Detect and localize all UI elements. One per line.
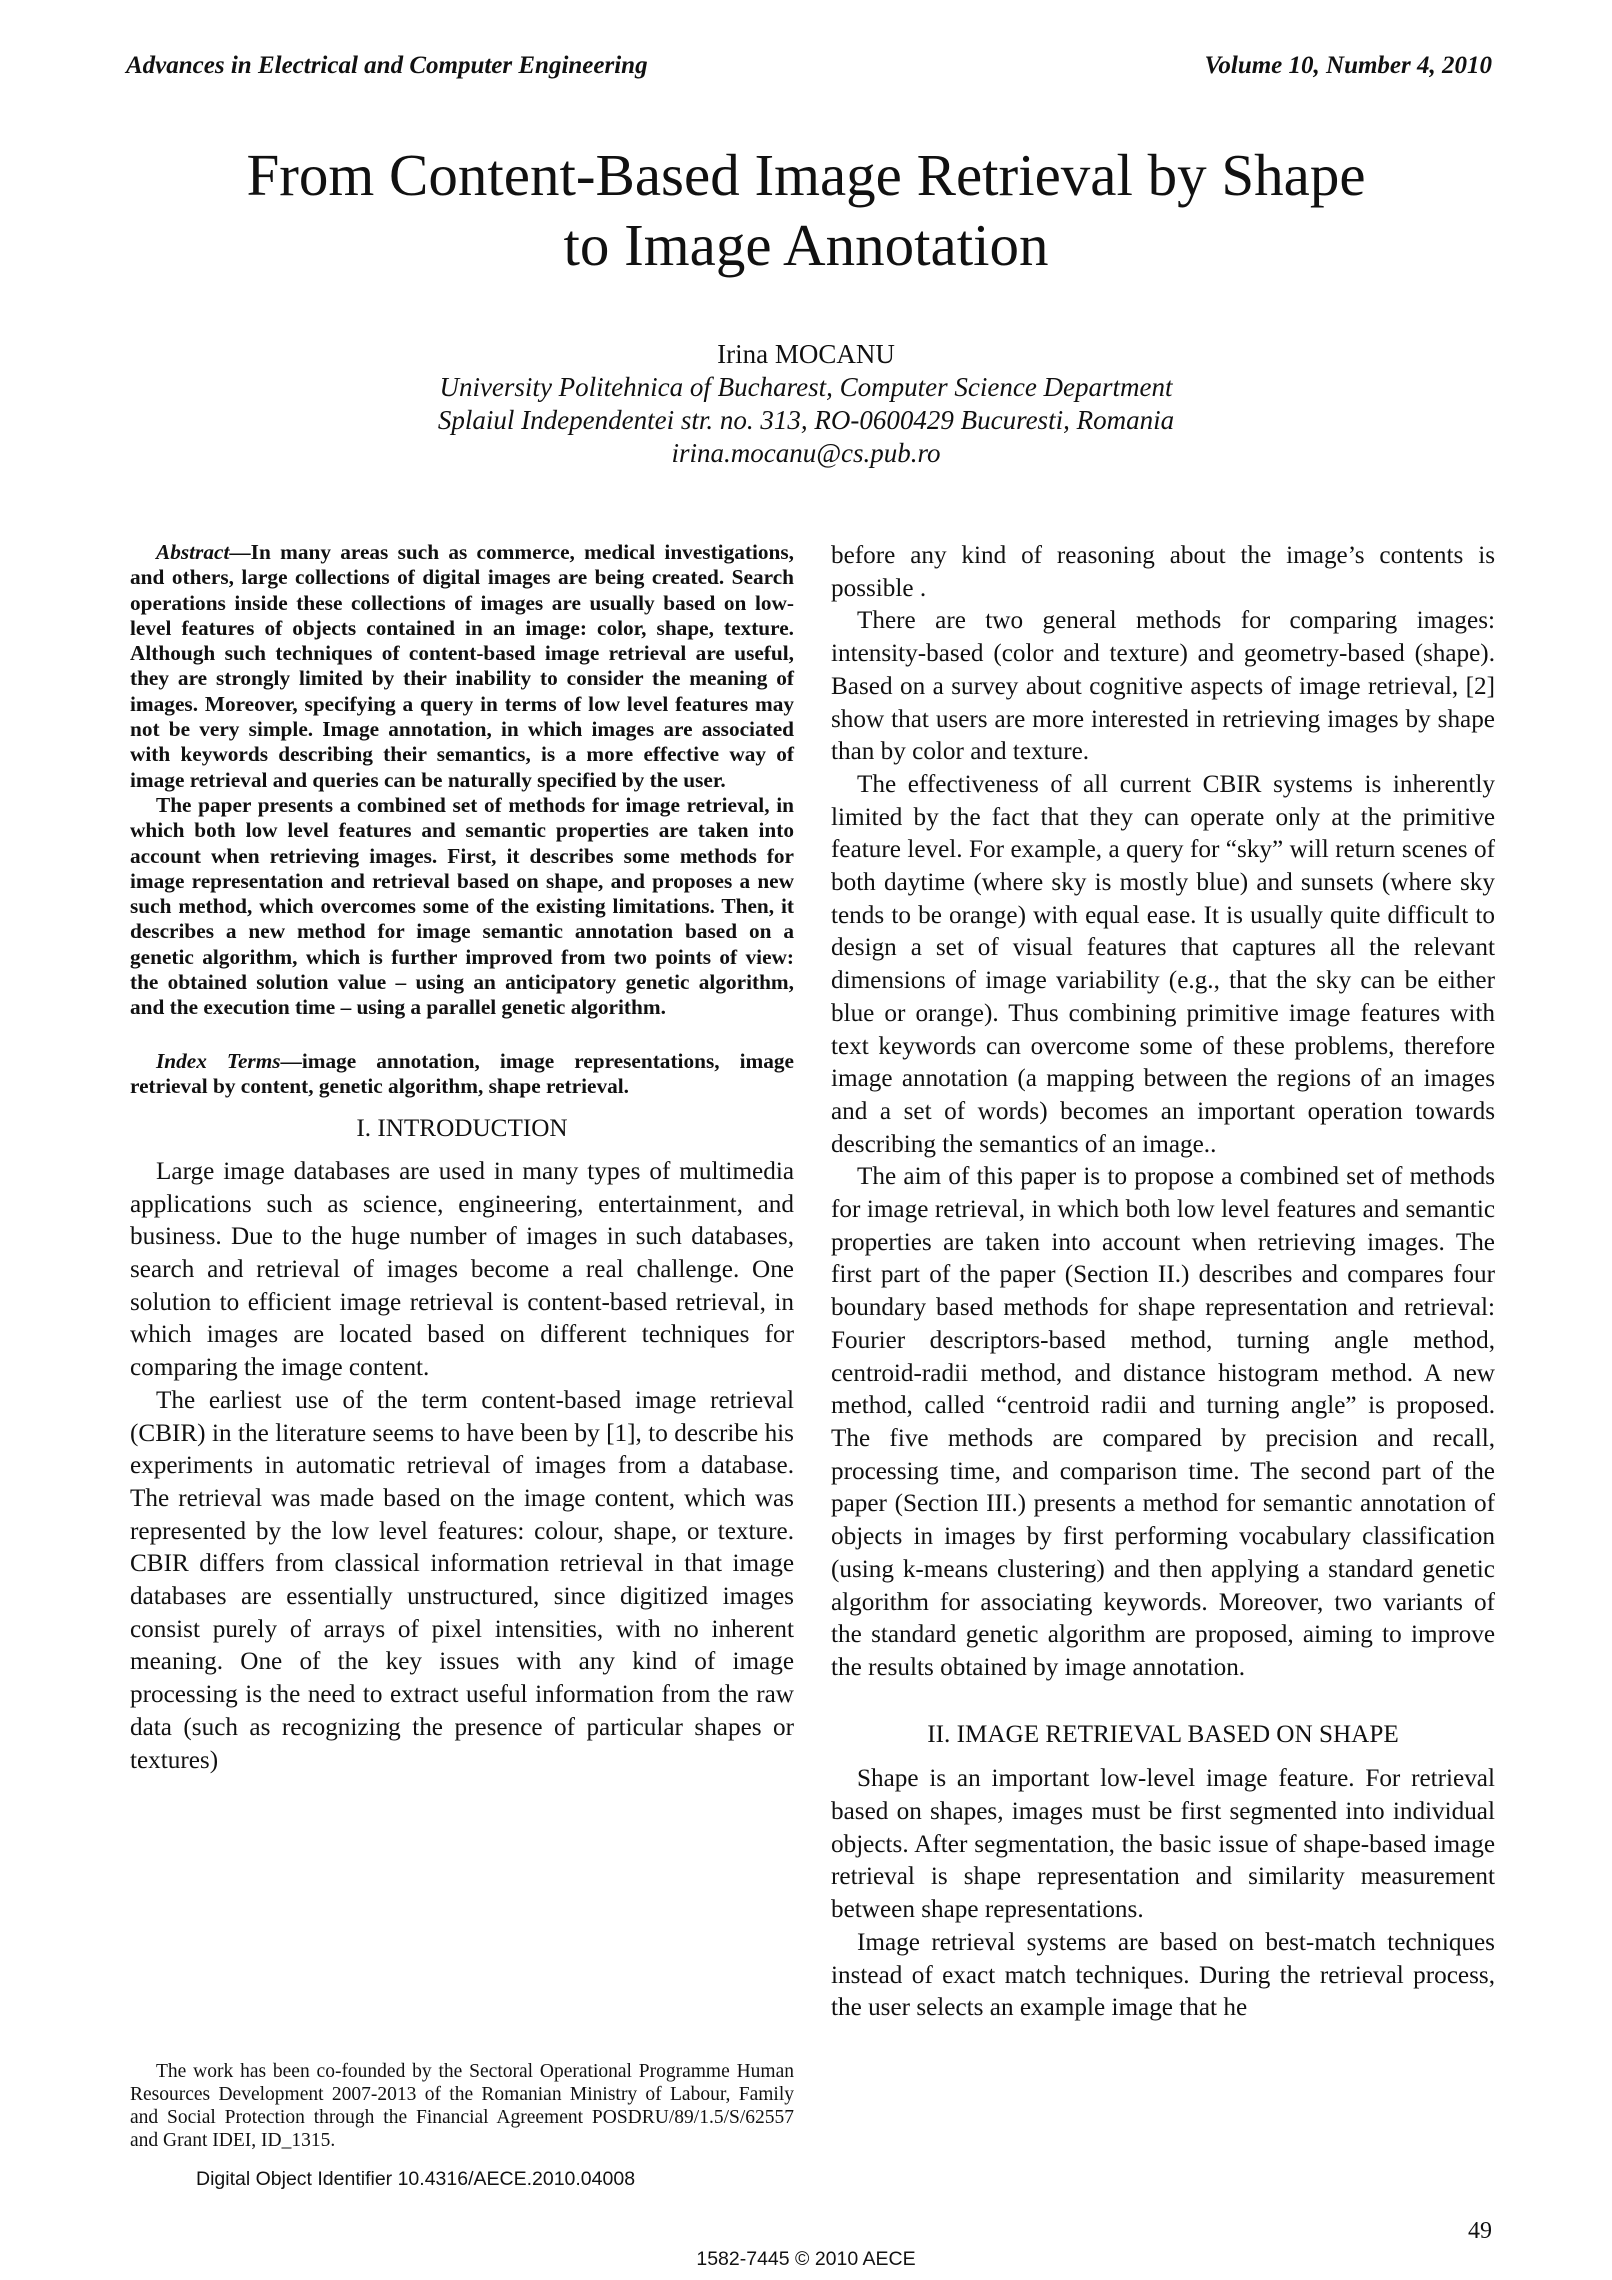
volume-info: Volume 10, Number 4, 2010 — [1204, 52, 1492, 79]
abstract-lead: Abstract — [156, 540, 230, 564]
shape-paragraph-2: Image retrieval systems are based on best-match techniques instead of exact match techniques. During the retrieval process, the user selects an example image that he — [831, 1928, 1495, 2022]
shape-paragraph-1: Shape is an important low-level image feature. For retrieval based on shapes, images must be first segmented into individual objects. After segmentation, the basic issue of shape-based image retrieval is shape representation and similarity measurement between shape representations. — [831, 1765, 1495, 1924]
issn-copyright: 1582-7445 © 2010 AECE — [696, 2248, 916, 2270]
title-line-2: to Image Annotation — [563, 212, 1049, 278]
footnote-text: The work has been co-founded by the Sectoral Operational Programme Human Resources Development 2007-2013 of the Romanian Ministry of Labour, Family and Social Protection through the Financial Agreement POSDRU/89/1.5/S/62557 and Grant IDEI, ID_1315. — [130, 2061, 794, 2151]
author-name: Irina MOCANU — [717, 339, 895, 369]
author-address: Splaiul Independentei str. no. 313, RO-0600429 Bucuresti, Romania — [437, 405, 1175, 435]
paper-title — [140, 140, 1472, 280]
section-heading-introduction: I. INTRODUCTION — [356, 1115, 568, 1143]
index-terms-text: —image annotation, image representations, image retrieval by content, genetic algorithm, shape retrieval. — [130, 1048, 794, 1098]
running-header — [126, 52, 1492, 86]
intro-paragraph-4: There are two general methods for comparing images: intensity-based (color and texture) and geometry-based (shape). Based on a survey about cognitive aspects of image retrieval, [2] show that users are more interested in retrieving images by shape than by color and texture. — [831, 607, 1495, 766]
intro-paragraph-1: Large image databases are used in many types of multimedia applications such as science, engineering, entertainment, and business. Due to the huge number of images in such databases, search and retrieval of images become a real challenge. One solution to efficient image retrieval is content-based retrieval, in which images are located based on different techniques for comparing the image content. — [130, 1157, 794, 1382]
intro-paragraph-3: before any kind of reasoning about the image’s contents is possible . — [831, 542, 1495, 602]
abstract-paragraph-1 — [130, 540, 794, 793]
author-block — [140, 338, 1472, 470]
index-terms-lead: Index Terms — [156, 1048, 281, 1073]
title-line-1: From Content-Based Image Retrieval by Shape — [246, 142, 1366, 208]
right-column — [831, 540, 1495, 2025]
author-email: irina.mocanu@cs.pub.ro — [671, 438, 941, 468]
page-number: 49 — [1468, 2218, 1492, 2244]
funding-footnote — [130, 2060, 794, 2152]
abstract — [130, 540, 794, 1099]
section-heading-shape: II. IMAGE RETRIEVAL BASED ON SHAPE — [927, 1720, 1399, 1748]
author-affiliation: University Politehnica of Bucharest, Computer Science Department — [439, 372, 1173, 402]
left-column — [130, 540, 794, 1777]
journal-name: Advances in Electrical and Computer Engineering — [126, 52, 648, 79]
abstract-text-1: —In many areas such as commerce, medical investigations, and others, large collections of digital images are being created. Search operations inside these collections of images are usually based on low-level features of objects contained in an image: color, shape, texture. Although such techniques of content-based image retrieval are useful, they are strongly limited by their inability to consider the meaning of images. Moreover, specifying a query in terms of low level features may not be very simple. Image annotation, in which images are associated with keywords describing their semantics, is a more effective way of image retrieval and queries can be naturally specified by the user. — [130, 540, 794, 792]
abstract-paragraph-2: The paper presents a combined set of methods for image retrieval, in which both low level features and semantic properties are taken into account when retrieving images. First, it describes some methods for image representation and retrieval based on shape, and proposes a new such method, which overcomes some of the existing limitations. Then, it describes a new method for image semantic annotation based on a genetic algorithm, which is further improved from two points of view: the obtained solution value – using an anticipatory genetic algorithm, and the execution time – using a parallel genetic algorithm. — [130, 792, 794, 1020]
intro-paragraph-2: The earliest use of the term content-based image retrieval (CBIR) in the literature seems to have been by [1], to describe his experiments in automatic retrieval of images from a database. The retrieval was made based on the image content, which was represented by the low level features: colour, shape, or texture. CBIR differs from classical information retrieval in that image databases are essentially unstructured, since digitized images consist purely of arrays of pixel intensities, with no inherent meaning. One of the key issues with any kind of image processing is the need to extract useful information from the raw data (such as recognizing the presence of particular shapes or textures) — [130, 1386, 794, 1774]
doi: Digital Object Identifier 10.4316/AECE.2010.04008 — [196, 2168, 636, 2190]
intro-paragraph-6: The aim of this paper is to propose a combined set of methods for image retrieval, in which both low level features and semantic properties are taken into account when retrieving images. The first part of the paper (Section II.) describes and compares four boundary based methods for shape representation and retrieval: Fourier descriptors-based method, turning angle method, centroid-radii method, and distance histogram method. A new method, called “centroid radii and turning angle” is proposed. The five methods are compared by precision and recall, processing time, and comparison time. The second part of the paper (Section III.) presents a method for semantic annotation of objects in images by first performing vocabulary classification (using k-means clustering) and then applying a standard genetic algorithm for associating keywords. Moreover, two variants of the standard genetic algorithm are proposed, aiming to improve the results obtained by image annotation. — [831, 1163, 1495, 1681]
index-terms — [130, 1049, 794, 1100]
intro-paragraph-5: The effectiveness of all current CBIR systems is inherently limited by the fact that they can operate only at the primitive feature level. For example, a query for “sky” will return scenes of both daytime (where sky is mostly blue) and sunsets (where sky tends to be orange) with equal ease. It is usually quite difficult to design a set of visual features that captures all the relevant dimensions of image variability (e.g., that the sky can be either blue or orange). Thus combining primitive image features with text keywords can overcome some of these problems, therefore image annotation (a mapping between the regions of an images and a set of words) becomes an important operation towards describing the semantics of an image.. — [831, 770, 1495, 1158]
